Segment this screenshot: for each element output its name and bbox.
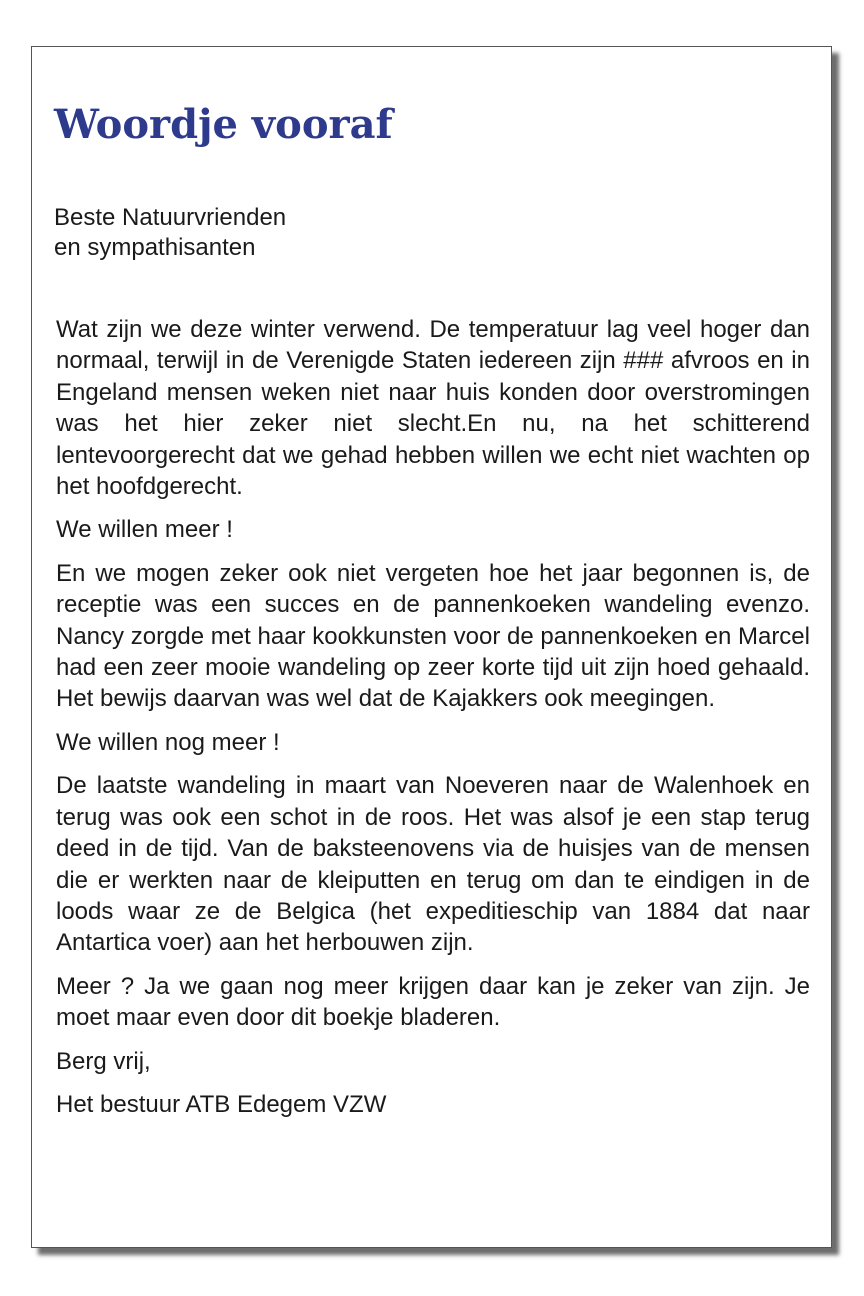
closing-greeting: Berg vrij, xyxy=(56,1047,151,1075)
salutation-line-1: Beste Natuurvrienden xyxy=(54,204,287,231)
paragraph-winter: Wat zijn we deze winter verwend. De temperatuur lag veel hoger dan normaal, terwijl in de Verenigde Staten iedereen zijn ### afvroos en in Engeland mensen weken niet naar huis konden door overstromingen was het hier zeker niet slecht.En nu, na het schitterend lentevoorgerecht dat we gehad hebben willen we echt niet wachten op het hoofdgerecht. xyxy=(56,316,810,501)
paragraph-last-walk: De laatste wandeling in maart van Noeveren naar de Walenhoek en terug was ook een schot in de roos. Het was alsof je een stap terug deed in de tijd. Van de baksteenovens via de huisjes van de mensen die er werkten naar de kleiputten en terug om dan te eindigen in de loods waar ze de Belgica (het expeditieschip van 1884 dat naar Antartica voer) aan het herbouwen zijn. xyxy=(56,772,810,957)
paragraph-year-start: En we mogen zeker ook niet vergeten hoe het jaar begonnen is, de receptie was een succes en de pannenkoeken wandeling evenzo. Nancy zorgde met haar kookkunsten voor de pannenkoeken en Marcel had een zeer mooie wandeling op zeer korte tijd uit zijn hoed gehaald. Het bewijs daarvan was wel dat de Kajakkers ook meegingen. xyxy=(56,559,810,713)
paragraph-more-booklet: Meer ? Ja we gaan nog meer krijgen daar kan je zeker van zijn. Je moet maar even door dit boekje bladeren. xyxy=(56,972,810,1032)
page-title: Woordje vooraf xyxy=(54,101,393,148)
document-page xyxy=(31,46,832,1248)
salutation xyxy=(54,203,814,263)
letter-body xyxy=(56,314,810,1132)
paragraph-want-even-more: We willen nog meer ! xyxy=(56,728,280,756)
paragraph-want-more: We willen meer ! xyxy=(56,516,233,544)
signature-board: Het bestuur ATB Edegem VZW xyxy=(56,1090,387,1118)
salutation-line-2: en sympathisanten xyxy=(54,234,256,261)
